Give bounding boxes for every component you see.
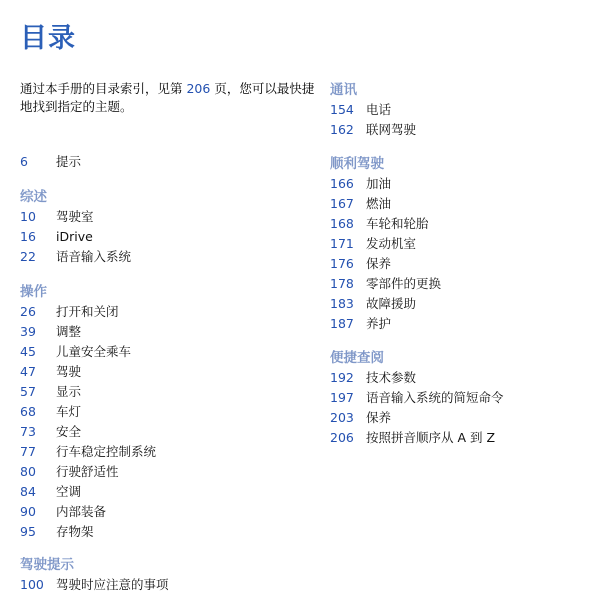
toc-page-number[interactable]: 45 xyxy=(20,344,36,359)
section-heading: 通讯 xyxy=(330,82,357,98)
toc-entry[interactable] xyxy=(330,120,590,140)
toc-page-number[interactable]: 168 xyxy=(330,216,354,231)
toc-entry-label[interactable]: 驾驶时应注意的事项 xyxy=(56,577,169,592)
toc-entry-label[interactable]: 空调 xyxy=(56,484,82,499)
toc-entry[interactable] xyxy=(330,428,590,448)
section-heading: 驾驶提示 xyxy=(20,557,74,573)
toc-entry-label[interactable]: 内部装备 xyxy=(56,504,107,519)
toc-entry-label[interactable]: 显示 xyxy=(56,384,82,399)
toc-entry-label[interactable]: 零部件的更换 xyxy=(366,276,442,291)
toc-page-number[interactable]: 73 xyxy=(20,424,36,439)
toc-entry[interactable] xyxy=(20,152,280,172)
intro-page-link[interactable]: 206 xyxy=(186,81,211,96)
toc-entry-label[interactable]: 电话 xyxy=(366,102,392,117)
section-heading: 顺利驾驶 xyxy=(330,156,384,172)
toc-page-number[interactable]: 68 xyxy=(20,404,36,419)
toc-page-number[interactable]: 206 xyxy=(330,430,354,445)
toc-entry[interactable] xyxy=(330,388,590,408)
intro-after: 页，您可以最快捷地找到指定的主题。 xyxy=(20,81,315,114)
toc-page-number[interactable]: 166 xyxy=(330,176,354,191)
toc-entry-label[interactable]: 加油 xyxy=(366,176,392,191)
toc-page-number[interactable]: 84 xyxy=(20,484,36,499)
toc-entry[interactable] xyxy=(20,302,280,322)
toc-section-driving-tips xyxy=(20,555,280,595)
toc-page-number[interactable]: 178 xyxy=(330,276,354,291)
toc-page-number[interactable]: 203 xyxy=(330,410,354,425)
toc-section-quick-reference xyxy=(330,348,590,448)
toc-entry[interactable] xyxy=(20,342,280,362)
toc-entry-label[interactable]: 燃油 xyxy=(366,196,392,211)
toc-entry-label[interactable]: 驾驶室 xyxy=(56,209,94,224)
toc-entry[interactable] xyxy=(20,502,280,522)
toc-page-number[interactable]: 26 xyxy=(20,304,36,319)
toc-entry-label[interactable]: 保养 xyxy=(366,410,392,425)
toc-section-smooth-driving xyxy=(330,154,590,334)
toc-section-overview xyxy=(20,187,280,267)
page-title: 目录 xyxy=(20,23,76,54)
toc-entry[interactable] xyxy=(20,442,280,462)
toc-page-number[interactable]: 100 xyxy=(20,577,44,592)
toc-page-number[interactable]: 171 xyxy=(330,236,354,251)
toc-entry[interactable] xyxy=(20,227,280,247)
toc-entry[interactable] xyxy=(20,422,280,442)
toc-entry[interactable] xyxy=(330,194,590,214)
toc-page-number[interactable]: 57 xyxy=(20,384,36,399)
toc-page-number[interactable]: 183 xyxy=(330,296,354,311)
toc-page-number[interactable]: 22 xyxy=(20,249,36,264)
toc-page-number[interactable]: 197 xyxy=(330,390,354,405)
toc-page-number[interactable]: 10 xyxy=(20,209,36,224)
toc-entry-label[interactable]: 语音输入系统的简短命令 xyxy=(366,390,504,405)
toc-page-number[interactable]: 162 xyxy=(330,122,354,137)
toc-entry-label[interactable]: 行驶舒适性 xyxy=(56,464,119,479)
toc-entry-label[interactable]: 按照拼音顺序从 A 到 Z xyxy=(366,430,496,445)
toc-entry[interactable] xyxy=(330,100,590,120)
toc-entry[interactable] xyxy=(20,207,280,227)
toc-entry-label[interactable]: 保养 xyxy=(366,256,392,271)
toc-entry[interactable] xyxy=(20,247,280,267)
toc-section-communication xyxy=(330,80,590,140)
toc-entry-label[interactable]: 养护 xyxy=(366,316,392,331)
toc-entry-label[interactable]: 安全 xyxy=(56,424,82,439)
intro-text xyxy=(20,80,320,116)
section-heading: 操作 xyxy=(20,284,47,300)
toc-entry[interactable] xyxy=(330,274,590,294)
toc-entry[interactable] xyxy=(20,575,280,595)
toc-entry[interactable] xyxy=(330,214,590,234)
toc-page-number[interactable]: 47 xyxy=(20,364,36,379)
toc-entry-label[interactable]: 儿童安全乘车 xyxy=(56,344,132,359)
toc-entry-label[interactable]: 驾驶 xyxy=(56,364,82,379)
toc-entry-label[interactable]: 车灯 xyxy=(56,404,82,419)
toc-page-number[interactable]: 95 xyxy=(20,524,36,539)
toc-page-number[interactable]: 192 xyxy=(330,370,354,385)
toc-entry-label[interactable]: 车轮和轮胎 xyxy=(366,216,429,231)
toc-section-operation xyxy=(20,282,280,542)
toc-section-tips xyxy=(20,152,280,172)
toc-entry[interactable] xyxy=(20,362,280,382)
toc-entry-label[interactable]: 技术参数 xyxy=(366,370,417,385)
toc-entry[interactable] xyxy=(20,522,280,542)
toc-page-number[interactable]: 154 xyxy=(330,102,354,117)
toc-entry[interactable] xyxy=(20,462,280,482)
toc-entry[interactable] xyxy=(20,382,280,402)
toc-page-number[interactable]: 77 xyxy=(20,444,36,459)
toc-entry[interactable] xyxy=(330,254,590,274)
toc-entry[interactable] xyxy=(330,314,590,334)
toc-entry[interactable] xyxy=(20,322,280,342)
toc-entry[interactable] xyxy=(330,174,590,194)
toc-entry[interactable] xyxy=(330,368,590,388)
toc-entry-label[interactable]: 存物架 xyxy=(56,524,94,539)
toc-entry[interactable] xyxy=(20,402,280,422)
toc-page-number[interactable]: 6 xyxy=(20,154,28,169)
toc-entry[interactable] xyxy=(330,294,590,314)
toc-entry[interactable] xyxy=(330,408,590,428)
toc-page-number[interactable]: 39 xyxy=(20,324,36,339)
toc-page-number[interactable]: 90 xyxy=(20,504,36,519)
toc-page-number[interactable]: 187 xyxy=(330,316,354,331)
section-heading: 综述 xyxy=(20,189,47,205)
section-heading: 便捷查阅 xyxy=(330,350,384,366)
toc-entry-label[interactable]: 调整 xyxy=(56,324,82,339)
toc-page-number[interactable]: 176 xyxy=(330,256,354,271)
toc-page-number[interactable]: 167 xyxy=(330,196,354,211)
toc-entry-label[interactable]: 提示 xyxy=(56,154,82,169)
toc-entry-label[interactable]: 故障援助 xyxy=(366,296,417,311)
toc-entry-label[interactable]: iDrive xyxy=(56,229,93,244)
toc-entry-label[interactable]: 语音输入系统 xyxy=(56,249,132,264)
toc-entry-label[interactable]: 联网驾驶 xyxy=(366,122,417,137)
toc-entry[interactable] xyxy=(20,482,280,502)
toc-entry-label[interactable]: 行车稳定控制系统 xyxy=(56,444,157,459)
toc-entry-label[interactable]: 发动机室 xyxy=(366,236,417,251)
toc-page-number[interactable]: 16 xyxy=(20,229,36,244)
toc-entry-label[interactable]: 打开和关闭 xyxy=(56,304,119,319)
intro-before: 通过本手册的目录索引，见第 xyxy=(20,81,187,96)
toc-entry[interactable] xyxy=(330,234,590,254)
toc-page-number[interactable]: 80 xyxy=(20,464,36,479)
